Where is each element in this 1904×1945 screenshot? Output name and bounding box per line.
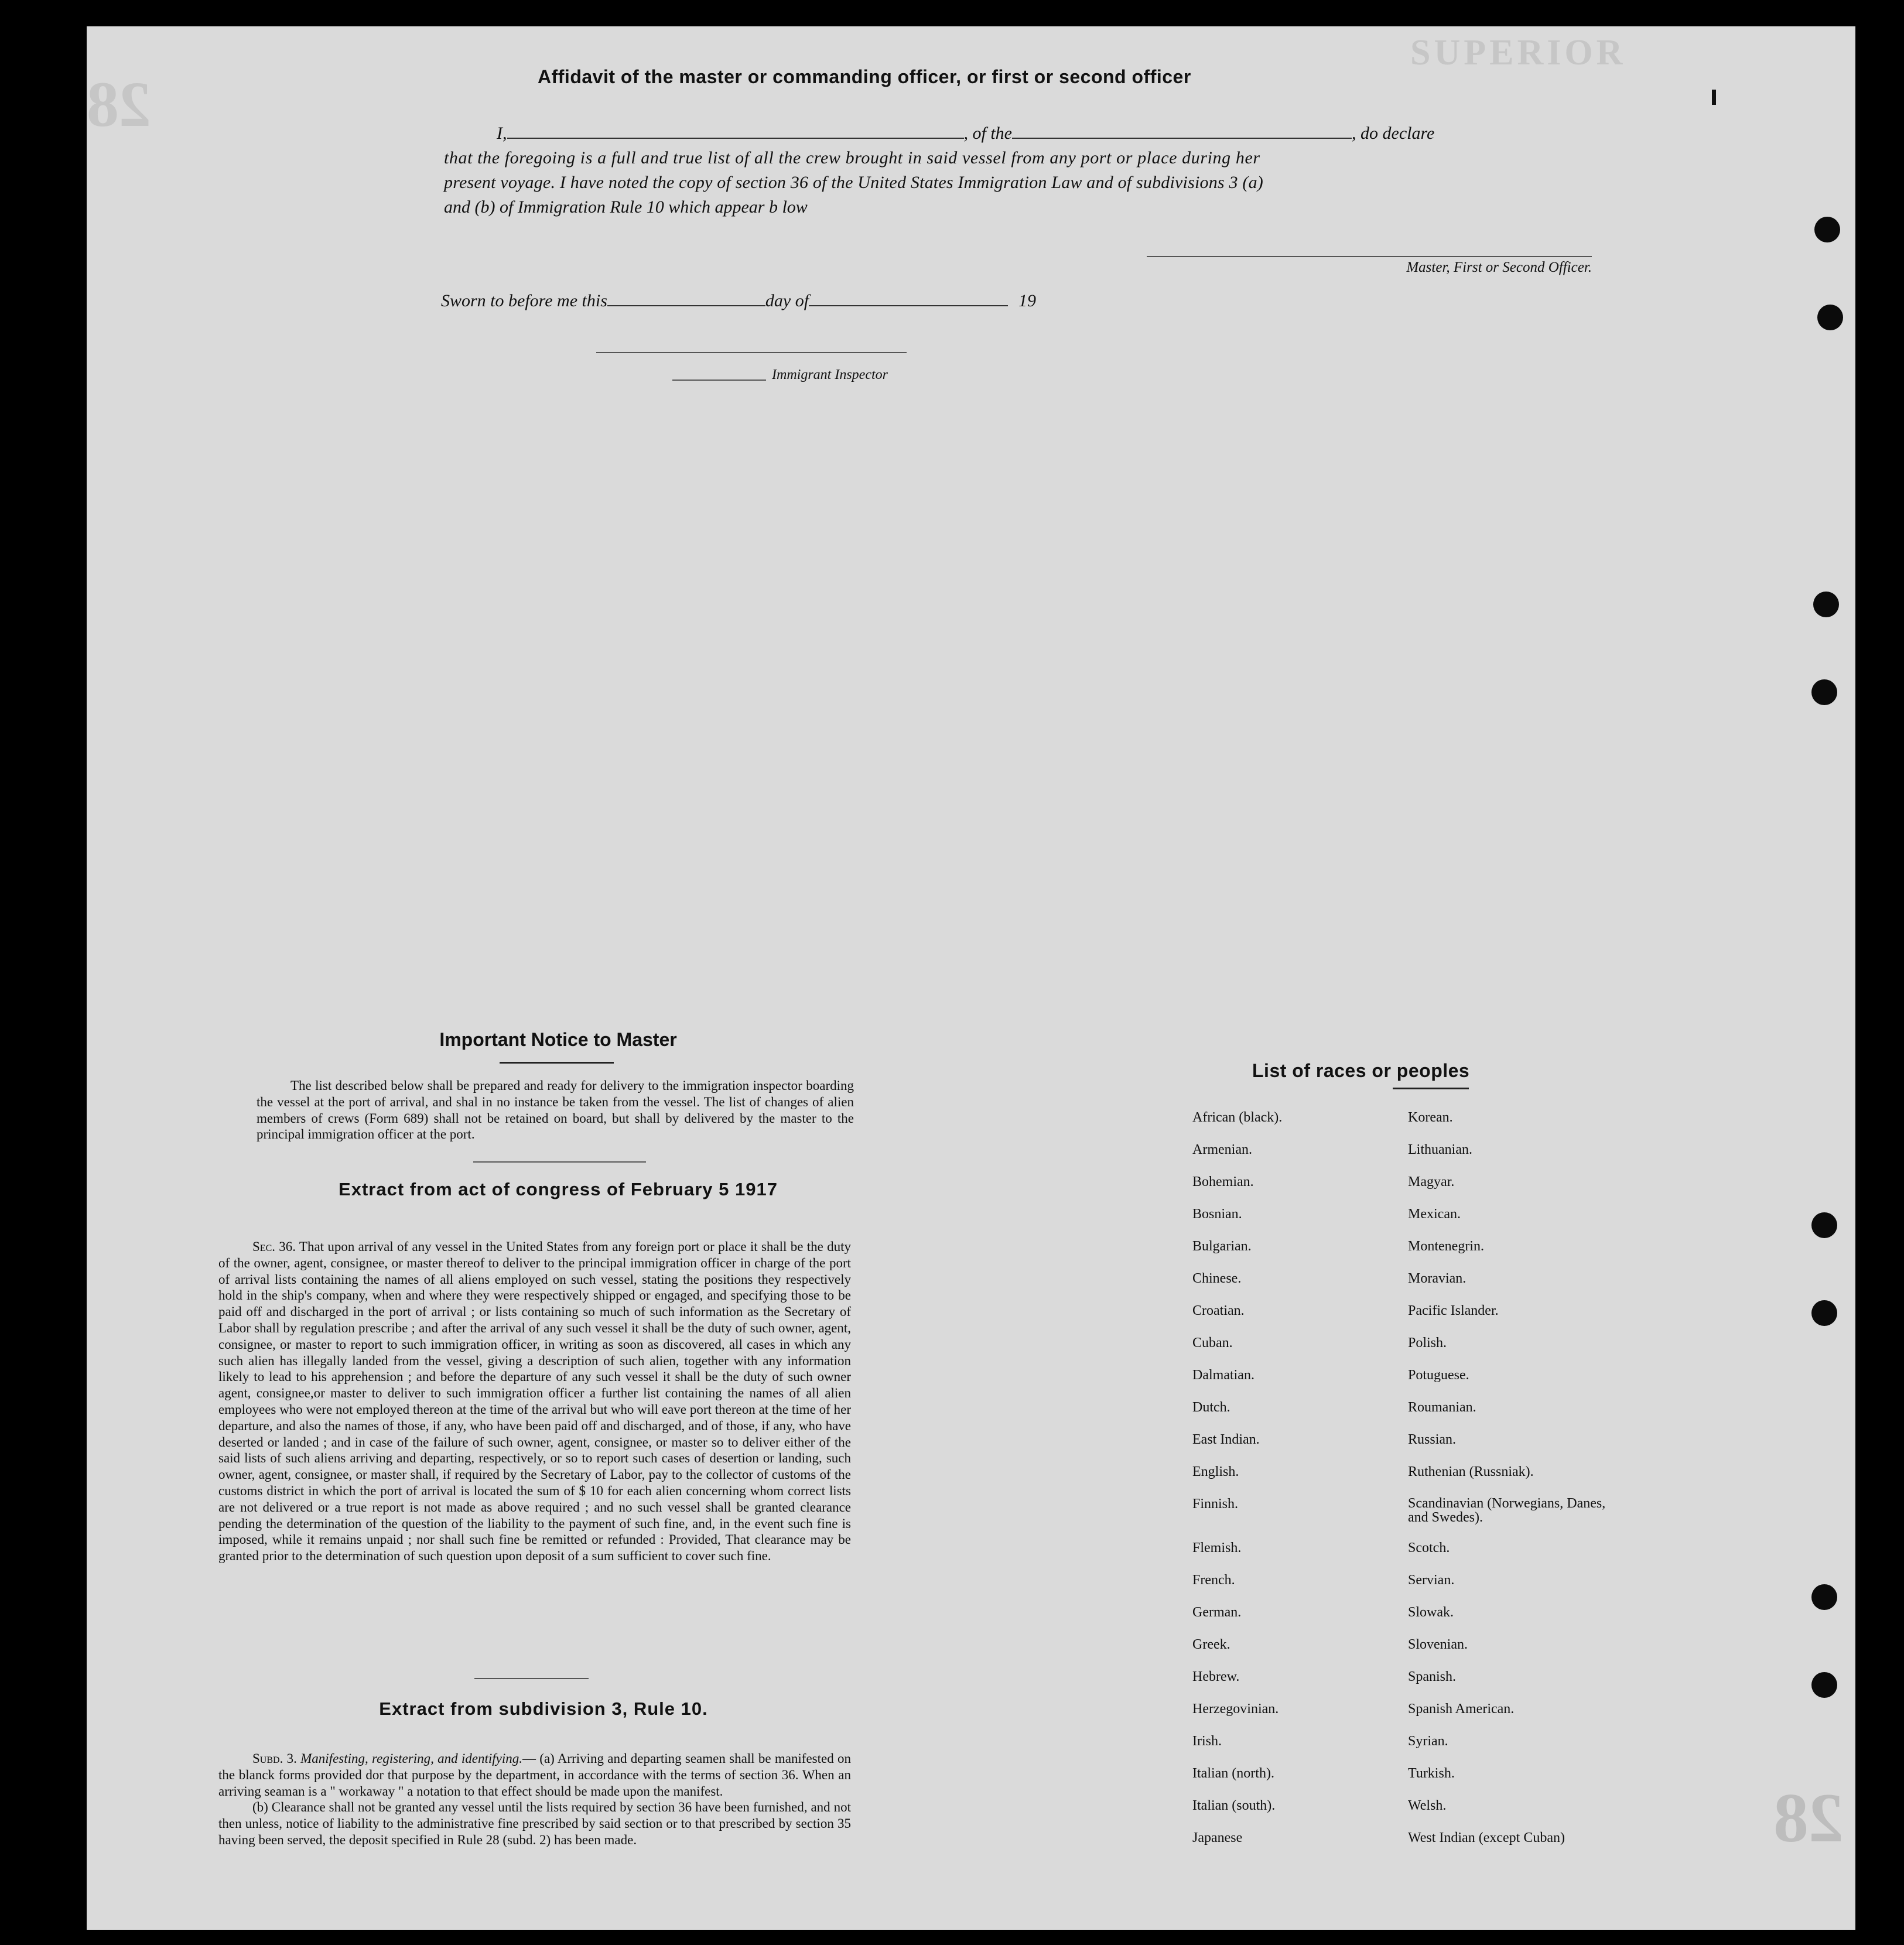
punch-hole	[1811, 679, 1837, 705]
race-item: Bulgarian.	[1192, 1239, 1252, 1254]
extract-rule-title: Extract from subdivision 3, Rule 10.	[379, 1698, 708, 1719]
race-item: English.	[1192, 1464, 1239, 1479]
punch-hole	[1811, 1584, 1837, 1610]
race-item: Russian.	[1408, 1432, 1457, 1447]
master-name-blank[interactable]	[507, 125, 964, 139]
sworn-year: 19	[1018, 291, 1037, 310]
affidavit-declaration	[444, 121, 1592, 220]
vessel-name-blank[interactable]	[1012, 125, 1352, 139]
manifest-back-page	[87, 26, 1855, 1930]
subd-label: Subd. 3.	[252, 1751, 297, 1766]
affidavit-line-4: and (b) of Immigration Rule 10 which appear b low	[444, 197, 808, 217]
subd-b: (b) Clearance shall not be granted any vessel until the lists required by section 36 have been furnished, and not then unless, notice of liability to the administrative fine prescribed by said section or to that prescribed by section 35 having been served, the deposit specified in Rule 28 (subd. 2) has been made.	[218, 1800, 851, 1847]
race-item: Potuguese.	[1408, 1368, 1469, 1383]
notice-separator	[473, 1161, 646, 1163]
race-item: Slowak.	[1408, 1605, 1454, 1620]
race-item: Magyar.	[1408, 1174, 1455, 1189]
race-item: Spanish American.	[1408, 1701, 1515, 1717]
inspector-caption: Immigrant Inspector	[772, 367, 888, 382]
bleed-through-text: SUPERIOR	[1410, 33, 1626, 73]
race-item: Servian.	[1408, 1573, 1455, 1588]
affidavit-i: I,	[497, 124, 507, 143]
race-item: Cuban.	[1192, 1335, 1233, 1351]
affidavit-do-declare: , do declare	[1352, 124, 1435, 143]
ink-mark	[1712, 90, 1716, 105]
race-item: Scandinavian (Norwegians, Danes, and Swedes).	[1408, 1496, 1606, 1525]
affidavit-of-the: , of the	[963, 124, 1012, 143]
race-item: Croatian.	[1192, 1303, 1245, 1318]
stamped-page-number-bottom: 28	[1773, 1779, 1844, 1857]
race-item: East Indian.	[1192, 1432, 1260, 1447]
subd-a	[218, 1751, 851, 1799]
sworn-line	[441, 289, 1036, 313]
sworn-month-blank[interactable]	[809, 292, 1008, 306]
affidavit-title: Affidavit of the master or commanding officer, or first or second officer	[538, 66, 1191, 87]
sworn-text: Sworn to before me this	[441, 291, 607, 310]
officer-signature-line[interactable]	[1147, 256, 1592, 257]
punch-hole	[1817, 305, 1843, 330]
notice-title-rule	[500, 1062, 614, 1064]
subd-a-text: — (a) Arriving and departing seamen shall be manifested on the blanck forms provided dor that purpose by the department, in accordance with the terms of section 36. When an arriving seaman is a " workaway " a notation to that effect should be made upon the manifest.	[218, 1751, 851, 1799]
race-item: Welsh.	[1408, 1798, 1447, 1813]
race-item: West Indian (except Cuban)	[1408, 1830, 1565, 1845]
race-item: Irish.	[1192, 1734, 1222, 1749]
affidavit-line-2: that the foregoing is a full and true list of all the crew brought in said vessel from any port or place during her	[444, 148, 1260, 168]
extract-act-body	[218, 1239, 851, 1564]
race-item: Slovenian.	[1408, 1637, 1468, 1652]
extract-separator	[474, 1678, 589, 1679]
race-item: Greek.	[1192, 1637, 1230, 1652]
race-item: African (black).	[1192, 1110, 1283, 1125]
race-item: Armenian.	[1192, 1142, 1252, 1157]
sec-label: Sec. 36.	[252, 1239, 296, 1254]
subd-heading: Manifesting, registering, and identifying.	[300, 1751, 523, 1766]
race-item: Turkish.	[1408, 1766, 1455, 1781]
punch-hole	[1814, 217, 1840, 242]
sworn-day-blank[interactable]	[607, 292, 765, 306]
race-item: Korean.	[1408, 1110, 1453, 1125]
races-title-rule	[1393, 1088, 1469, 1089]
punch-hole	[1813, 592, 1839, 617]
race-item: Syrian.	[1408, 1734, 1448, 1749]
race-item: Flemish.	[1192, 1540, 1242, 1556]
inspector-line-upper	[596, 352, 907, 353]
race-item: Dalmatian.	[1192, 1368, 1254, 1383]
race-item: Montenegrin.	[1408, 1239, 1484, 1254]
race-item: Mexican.	[1408, 1206, 1461, 1222]
race-item: Dutch.	[1192, 1400, 1230, 1415]
notice-title: Important Notice to Master	[439, 1029, 677, 1050]
race-item: Finnish.	[1192, 1496, 1239, 1512]
sworn-day-of: day of	[765, 291, 809, 310]
race-item: Chinese.	[1192, 1271, 1242, 1286]
race-item: Moravian.	[1408, 1271, 1467, 1286]
race-item: Italian (north).	[1192, 1766, 1274, 1781]
race-item: German.	[1192, 1605, 1242, 1620]
race-item: French.	[1192, 1573, 1235, 1588]
race-item: Scotch.	[1408, 1540, 1450, 1556]
inspector-signature-line[interactable]	[672, 380, 766, 381]
race-item: Bosnian.	[1192, 1206, 1242, 1222]
race-item: Hebrew.	[1192, 1669, 1240, 1684]
punch-hole	[1811, 1212, 1837, 1238]
race-item: Herzegovinian.	[1192, 1701, 1279, 1717]
race-item: Japanese	[1192, 1830, 1243, 1845]
affidavit-line-3: present voyage. I have noted the copy of section 36 of the United States Immigration Law and of subdivisions 3 (a)	[444, 173, 1263, 192]
race-item: Italian (south).	[1192, 1798, 1276, 1813]
affidavit-line-1	[444, 121, 1592, 146]
extract-rule-body	[218, 1751, 851, 1848]
race-item: Pacific Islander.	[1408, 1303, 1499, 1318]
race-item: Spanish.	[1408, 1669, 1457, 1684]
notice-body: The list described below shall be prepared and ready for delivery to the immigration inspector boarding the vessel at the port of arrival, and shal in no instance be taken from the vessel. The list of changes of alien members of crews (Form 689) shall not be retained on board, but shall by delivered by the master to the principal immigration officer at the port.	[257, 1078, 854, 1142]
race-item: Ruthenian (Russniak).	[1408, 1464, 1534, 1479]
stamped-page-number-top: 28	[87, 69, 151, 140]
sec-36-text: That upon arrival of any vessel in the United States from any foreign port or place it shall be the duty of the owner, agent, consignee, or master thereof to deliver to the principal immigration officer in charge of the port of arrival lists containing the names of all aliens employed on such vessel, stating the positions they respectively hold in the ship's company, when and where they were respectively shipped or engaged, and specifying those to be paid off and discharged in the port of arrival ; or lists containing so much of such information as the Secretary of Labor shall by regulation prescribe ; and after the arrival of any such vessel it shall be the duty of such owner, agent, consignee, or master to report to such immigration officer, in writing as soon as discovered, all cases in which any such alien has illegally landed from the vessel, giving a description of such alien, together with any information likely to lead to his apprehension ; and before the departure of any such vessel it shall be the duty of such owner agent, consignee,or master to deliver to such immigration officer a further list containing the names of all alien employees who were not employed thereon at the time of the arrival but who will eave port thereon at the time of her departure, and also the names of those, if any, who have been paid off and discharged, and of those, if any, who have deserted or landed ; and in case of the failure of such owner, agent, consignee, or master so to deliver either of the said lists of such aliens arriving and departing, respectively, or so to report such cases of desertion or landing, such owner, agent, consignee, or master shall, if required by the Secretary of Labor, pay to the collector of customs of the customs district in which the port of arrival is located the sum of $ 10 for each alien concerning whom correct lists are not delivered or a true report is not made as above required ; and no such vessel shall be granted clearance pending the determination of the question of the liability to the payment of such fine, and, in the event such fine is imposed, while it remains unpaid ; nor shall such fine be remitted or refunded : Provided, That clearance may be granted prior to the determination of such question upon deposit of a sum sufficient to cover such fine.	[218, 1239, 851, 1564]
officer-caption: Master, First or Second Officer.	[1406, 259, 1592, 275]
races-title: List of races or peoples	[1252, 1060, 1470, 1081]
race-item: Bohemian.	[1192, 1174, 1254, 1189]
race-item: Roumanian.	[1408, 1400, 1476, 1415]
punch-hole	[1811, 1672, 1837, 1698]
race-item: Polish.	[1408, 1335, 1447, 1351]
race-item: Lithuanian.	[1408, 1142, 1472, 1157]
punch-hole	[1811, 1300, 1837, 1326]
extract-act-title: Extract from act of congress of February 5 1917	[339, 1179, 778, 1199]
